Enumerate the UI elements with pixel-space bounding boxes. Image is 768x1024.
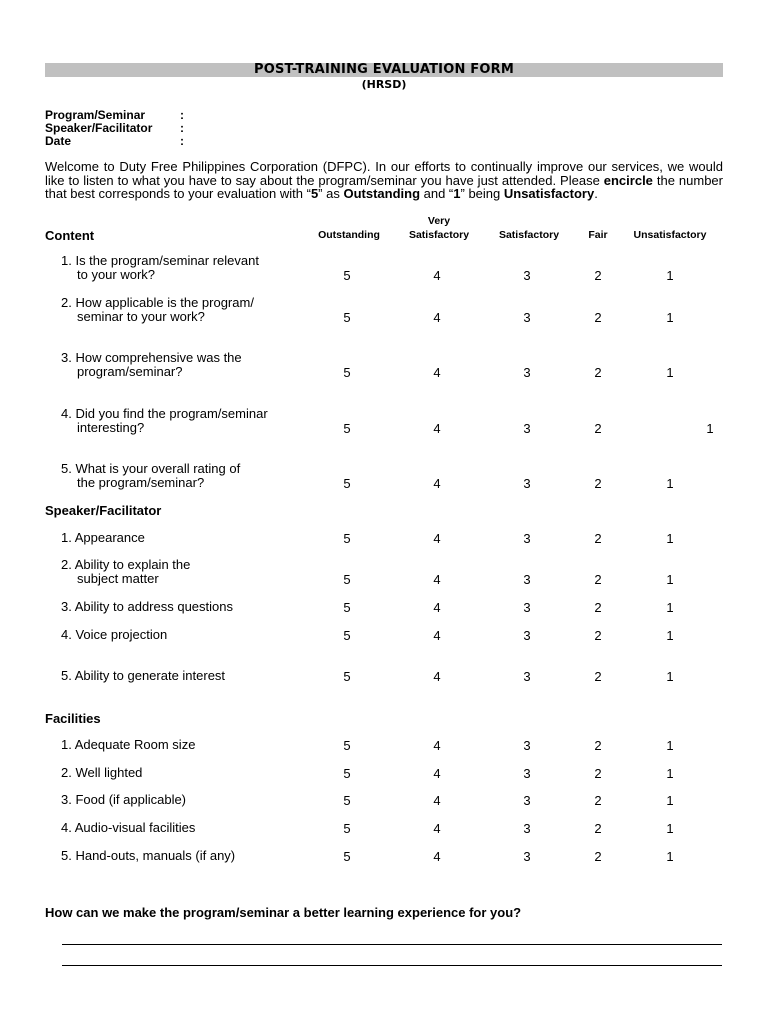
rating-option[interactable]: 4 <box>433 669 441 684</box>
section-heading-content: Content <box>45 228 95 243</box>
rating-option[interactable]: 4 <box>433 310 441 325</box>
speaker-facilitator-label: Speaker/Facilitator <box>45 121 153 135</box>
facilities-question-1: 1. Adequate Room size <box>61 737 196 752</box>
rating-option[interactable]: 1 <box>666 669 674 684</box>
speaker-question-1: 1. Appearance <box>61 530 145 545</box>
rating-option[interactable]: 1 <box>666 793 674 808</box>
rating-option[interactable]: 3 <box>523 572 531 587</box>
rating-option[interactable]: 3 <box>523 310 531 325</box>
rating-option[interactable]: 4 <box>433 421 441 436</box>
rating-option[interactable]: 1 <box>666 628 674 643</box>
rating-option[interactable]: 4 <box>433 628 441 643</box>
rating-option[interactable]: 2 <box>594 310 602 325</box>
rating-option[interactable]: 5 <box>343 600 351 615</box>
column-very: Very <box>427 215 451 227</box>
content-question-5: 5. What is your overall rating of the program/seminar? <box>61 461 241 490</box>
rating-option[interactable]: 3 <box>523 268 531 283</box>
rating-option[interactable]: 2 <box>594 365 602 380</box>
rating-option[interactable]: 4 <box>433 365 441 380</box>
rating-option[interactable]: 5 <box>343 766 351 781</box>
facilities-question-3: 3. Food (if applicable) <box>61 792 187 807</box>
column-very-satisfactory: Satisfactory <box>408 229 470 241</box>
rating-option[interactable]: 3 <box>523 628 531 643</box>
rating-option[interactable]: 1 <box>666 572 674 587</box>
section-heading-facilities: Facilities <box>45 711 101 726</box>
form-subtitle: (HRSD) <box>361 78 407 91</box>
program-seminar-colon: : <box>180 108 184 122</box>
rating-option[interactable]: 2 <box>594 572 602 587</box>
rating-option[interactable]: 2 <box>594 821 602 836</box>
rating-option[interactable]: 2 <box>594 421 602 436</box>
speaker-question-2: 2. Ability to explain the subject matter <box>61 557 191 586</box>
rating-option[interactable]: 2 <box>594 476 602 491</box>
facilities-question-2: 2. Well lighted <box>61 765 143 780</box>
section-heading-speaker: Speaker/Facilitator <box>45 503 162 518</box>
rating-option[interactable]: 5 <box>343 268 351 283</box>
column-outstanding: Outstanding <box>318 229 380 241</box>
rating-option[interactable]: 2 <box>594 600 602 615</box>
closing-question: How can we make the program/seminar a better learning experience for you? <box>45 905 522 920</box>
rating-option[interactable]: 1 <box>666 600 674 615</box>
rating-option[interactable]: 1 <box>666 821 674 836</box>
rating-option[interactable]: 5 <box>343 628 351 643</box>
date-label: Date <box>45 134 72 148</box>
facilities-question-5: 5. Hand-outs, manuals (if any) <box>61 848 236 863</box>
column-fair: Fair <box>588 229 608 241</box>
rating-option[interactable]: 4 <box>433 821 441 836</box>
rating-option[interactable]: 3 <box>523 531 531 546</box>
rating-option[interactable]: 5 <box>343 849 351 864</box>
program-seminar-label: Program/Seminar <box>45 108 146 122</box>
speaker-question-4: 4. Voice projection <box>61 627 168 642</box>
rating-option[interactable]: 1 <box>666 849 674 864</box>
rating-option[interactable]: 5 <box>343 572 351 587</box>
intro-paragraph: Welcome to Duty Free Philippines Corporation (DFPC). In our efforts to continually improve our services, we would like to listen to what you have to say about the program/seminar you have just attended. Please encircle the number that best corresponds to your evaluation with “5” as Outstanding and “1” being Unsatisfactory. <box>45 159 723 202</box>
content-question-3: 3. How comprehensive was the program/seminar? <box>61 350 242 379</box>
date-colon: : <box>180 134 184 148</box>
content-question-1: 1. Is the program/seminar relevant to your work? <box>61 253 259 282</box>
encircle-emphasis: encircle <box>603 172 653 188</box>
rating-option[interactable]: 1 <box>666 268 674 283</box>
rating-option[interactable]: 3 <box>523 766 531 781</box>
rating-option[interactable]: 3 <box>523 476 531 491</box>
rating-option[interactable]: 3 <box>523 849 531 864</box>
rating-option[interactable]: 5 <box>343 738 351 753</box>
answer-line-2[interactable] <box>62 965 722 966</box>
rating-option[interactable]: 3 <box>523 821 531 836</box>
rating-option[interactable]: 2 <box>594 531 602 546</box>
rating-option[interactable]: 2 <box>594 628 602 643</box>
rating-option[interactable]: 1 <box>666 766 674 781</box>
rating-option[interactable]: 4 <box>433 793 441 808</box>
rating-option[interactable]: 5 <box>343 476 351 491</box>
rating-option[interactable]: 1 <box>666 738 674 753</box>
rating-option[interactable]: 5 <box>343 310 351 325</box>
rating-option[interactable]: 3 <box>523 365 531 380</box>
rating-option[interactable]: 3 <box>523 669 531 684</box>
rating-option[interactable]: 3 <box>523 421 531 436</box>
rating-option[interactable]: 1 <box>666 476 674 491</box>
column-satisfactory: Satisfactory <box>498 229 560 241</box>
answer-line-1[interactable] <box>62 944 722 945</box>
rating-option[interactable]: 4 <box>433 600 441 615</box>
rating-option[interactable]: 5 <box>343 531 351 546</box>
rating-option[interactable]: 4 <box>433 268 441 283</box>
rating-option[interactable]: 5 <box>343 421 351 436</box>
rating-option[interactable]: 4 <box>433 766 441 781</box>
rating-option[interactable]: 2 <box>594 268 602 283</box>
rating-option[interactable]: 4 <box>433 572 441 587</box>
content-question-4: 4. Did you find the program/seminar interesting? <box>61 406 268 435</box>
rating-option[interactable]: 1 <box>666 365 674 380</box>
rating-option[interactable]: 2 <box>594 738 602 753</box>
rating-option[interactable]: 4 <box>433 476 441 491</box>
rating-option[interactable]: 1 <box>706 421 714 436</box>
speaker-question-3: 3. Ability to address questions <box>61 599 233 614</box>
rating-option[interactable]: 2 <box>594 793 602 808</box>
rating-option[interactable]: 3 <box>523 600 531 615</box>
rating-option[interactable]: 5 <box>343 365 351 380</box>
rating-option[interactable]: 4 <box>433 738 441 753</box>
column-unsatisfactory: Unsatisfactory <box>633 229 707 241</box>
speaker-facilitator-colon: : <box>180 121 184 135</box>
rating-option[interactable]: 5 <box>343 669 351 684</box>
rating-option[interactable]: 2 <box>594 849 602 864</box>
rating-option[interactable]: 2 <box>594 766 602 781</box>
rating-option[interactable]: 2 <box>594 669 602 684</box>
rating-option[interactable]: 5 <box>343 793 351 808</box>
rating-option[interactable]: 4 <box>433 849 441 864</box>
rating-option[interactable]: 4 <box>433 531 441 546</box>
rating-option[interactable]: 3 <box>523 738 531 753</box>
rating-option[interactable]: 5 <box>343 821 351 836</box>
rating-option[interactable]: 1 <box>666 531 674 546</box>
rating-option[interactable]: 1 <box>666 310 674 325</box>
speaker-question-5: 5. Ability to generate interest <box>61 668 226 683</box>
rating-option[interactable]: 3 <box>523 793 531 808</box>
form-title: POST-TRAINING EVALUATION FORM <box>254 62 514 77</box>
facilities-question-4: 4. Audio-visual facilities <box>61 820 196 835</box>
content-question-2: 2. How applicable is the program/ seminar to your work? <box>61 295 254 324</box>
